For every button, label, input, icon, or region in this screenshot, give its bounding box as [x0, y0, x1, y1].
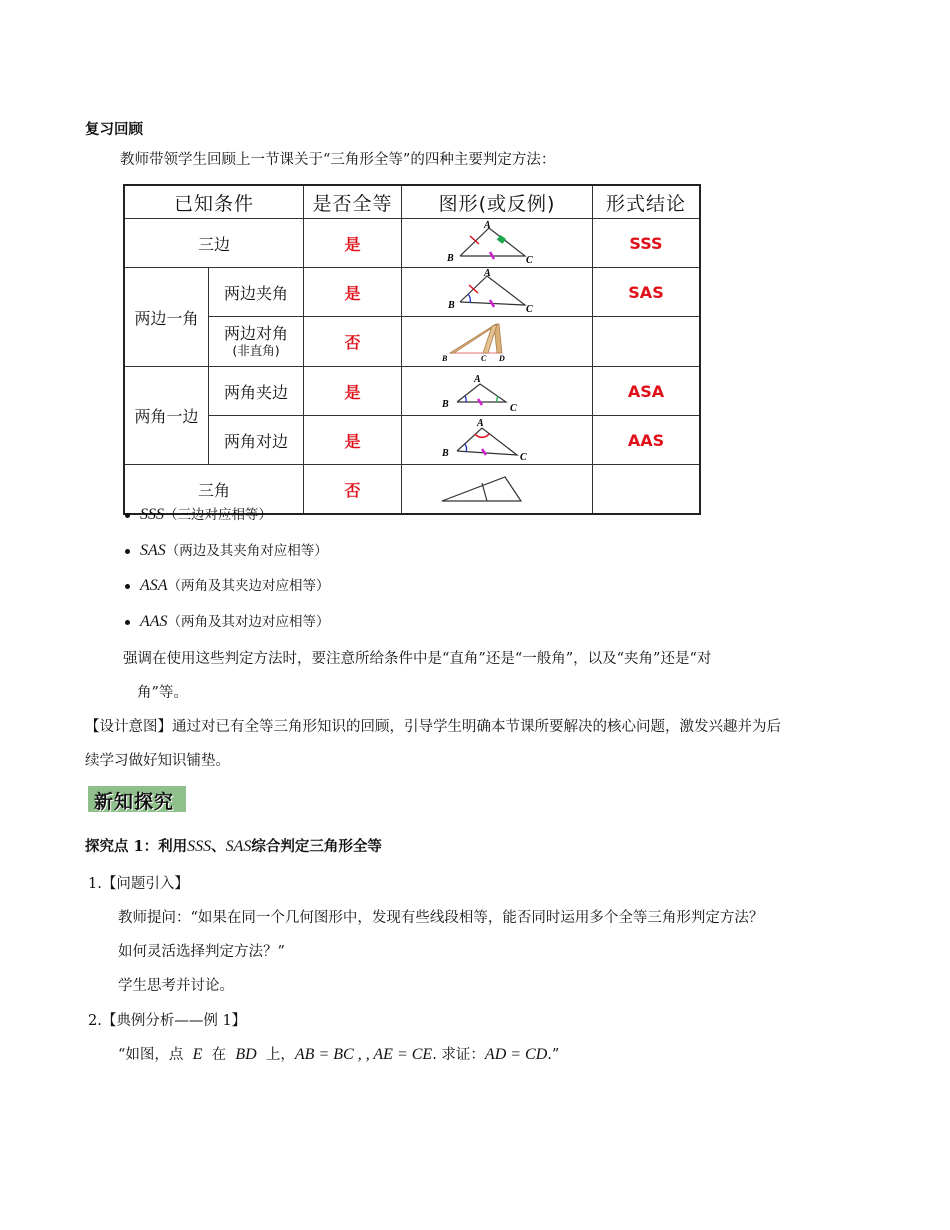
cond-aaa: 三角 [124, 465, 304, 515]
yes-aas: 是 [304, 416, 402, 465]
cond-ssa-note: (非直角) [232, 342, 280, 358]
bullet-abbr: AAS [140, 613, 168, 630]
label-b: B [442, 448, 449, 459]
figure-asa [402, 367, 593, 416]
yes-sas: 是 [304, 268, 402, 317]
bullet-dot [125, 513, 130, 518]
bullet-desc: （两角及其夹边对应相等） [167, 578, 330, 594]
example-statement [118, 1045, 559, 1065]
form-asa: ASA [593, 367, 701, 416]
figure-ssa [402, 317, 593, 367]
figure-aaa [402, 465, 593, 515]
label-c: C [526, 255, 533, 263]
teacher-question-cont: 如何灵活选择判定方法？” [118, 944, 285, 960]
emphasis-text-cont: 角”等。 [137, 685, 188, 701]
list-item [125, 503, 272, 524]
label-b: B [447, 253, 454, 263]
form-sss: SSS [593, 219, 701, 268]
form-aas: AAS [593, 416, 701, 465]
label-b: B [448, 300, 455, 311]
bullet-desc: （三边对应相等） [164, 507, 272, 523]
bullet-dot [125, 584, 130, 589]
item-1-title: 1.【问题引入】 [88, 876, 189, 892]
point-sss: SSS [187, 838, 212, 855]
header-congruent: 是否全等 [304, 185, 402, 219]
figure-aas [402, 416, 593, 465]
list-item [125, 539, 328, 560]
label-c: C [520, 452, 527, 460]
example-given: AB = BC , , AE = CE [294, 1046, 433, 1063]
cond-asa: 两角夹边 [209, 367, 304, 416]
label-a: A [477, 418, 484, 429]
group-two-angles-one-side: 两角一边 [124, 367, 209, 465]
label-b: B [442, 399, 449, 410]
triangle-asa-figure [402, 367, 592, 411]
group-two-sides-one-angle: 两边一角 [124, 268, 209, 367]
section-heading: 复习回顾 [85, 121, 143, 138]
label-c: C [526, 304, 533, 312]
triangle-aas-figure [402, 416, 592, 460]
student-activity: 学生思考并讨论。 [118, 978, 234, 994]
point-sep: 、 [211, 838, 226, 855]
bullet-dot [125, 620, 130, 625]
yes-aaa: 否 [304, 465, 402, 515]
triangle-sss-figure [402, 219, 592, 263]
point-title-suffix: 综合判定三角形全等 [251, 838, 382, 855]
criteria-table [123, 184, 701, 515]
label-b: B [442, 354, 448, 362]
point-title-prefix: 探究点 1：利用 [85, 838, 188, 855]
example-point-e: E [192, 1046, 203, 1063]
triangle-aaa-counterexample [402, 465, 592, 509]
label-a: A [484, 268, 491, 279]
bullet-desc: （两角及其对边对应相等） [167, 614, 330, 630]
list-item [125, 610, 330, 631]
point-sas: SAS [225, 838, 252, 855]
header-form: 形式结论 [593, 185, 701, 219]
cond-aas: 两角对边 [209, 416, 304, 465]
intro-text: 教师带领学生回顾上一节课关于“三角形全等”的四种主要判定方法： [120, 152, 556, 168]
example-text-c: 上， [265, 1047, 295, 1063]
list-item [125, 574, 330, 595]
section-banner [88, 786, 186, 812]
label-c: C [510, 403, 517, 411]
cond-ssa [209, 317, 304, 367]
example-segment-bd: BD [235, 1046, 257, 1063]
form-ssa-empty [593, 317, 701, 367]
item-2-title: 2.【典例分析——例 1】 [88, 1013, 247, 1029]
form-sas: SAS [593, 268, 701, 317]
cond-ssa-label: 两边对角 [223, 323, 288, 343]
label-c: C [481, 354, 487, 362]
example-text-b: 在 [211, 1047, 227, 1063]
bullet-desc: （两边及其夹角对应相等） [165, 543, 328, 559]
design-intent: 【设计意图】通过对已有全等三角形知识的回顾，引导学生明确本节课所要解决的核心问题，激发兴趣并为后 [85, 719, 781, 735]
emphasis-text: 强调在使用这些判定方法时，要注意所给条件中是“直角”还是“一般角”，以及“夹角”还是“对 [123, 651, 712, 667]
header-condition: 已知条件 [124, 185, 304, 219]
triangle-sas-figure [402, 268, 592, 312]
bullet-abbr: SAS [140, 542, 166, 559]
triangle-ssa-counterexample [402, 317, 592, 362]
bullet-abbr: SSS [140, 506, 164, 523]
yes-ssa: 否 [304, 317, 402, 367]
cond-sas: 两边夹角 [209, 268, 304, 317]
label-a: A [484, 220, 491, 231]
bullet-abbr: ASA [140, 577, 168, 594]
cond-sss: 三边 [124, 219, 304, 268]
example-prove: AD = CD [484, 1046, 548, 1063]
yes-sss: 是 [304, 219, 402, 268]
bullet-dot [125, 549, 130, 554]
label-a: A [474, 374, 481, 385]
example-text-e: .” [547, 1047, 560, 1063]
teacher-question: 教师提问：“如果在同一个几何图形中，发现有些线段相等，能否同时运用多个全等三角形判定方法？ [118, 910, 764, 926]
figure-sas [402, 268, 593, 317]
yes-asa: 是 [304, 367, 402, 416]
label-d: D [499, 354, 505, 362]
banner-title: 新知探究 [94, 791, 175, 813]
figure-sss [402, 219, 593, 268]
design-intent-cont: 续学习做好知识铺垫。 [85, 753, 230, 769]
example-text-a: “如图，点 [118, 1047, 184, 1063]
explore-point-title [85, 835, 382, 856]
example-text-d: . 求证： [432, 1047, 485, 1063]
form-aaa-empty [593, 465, 701, 515]
header-figure: 图形(或反例) [402, 185, 593, 219]
